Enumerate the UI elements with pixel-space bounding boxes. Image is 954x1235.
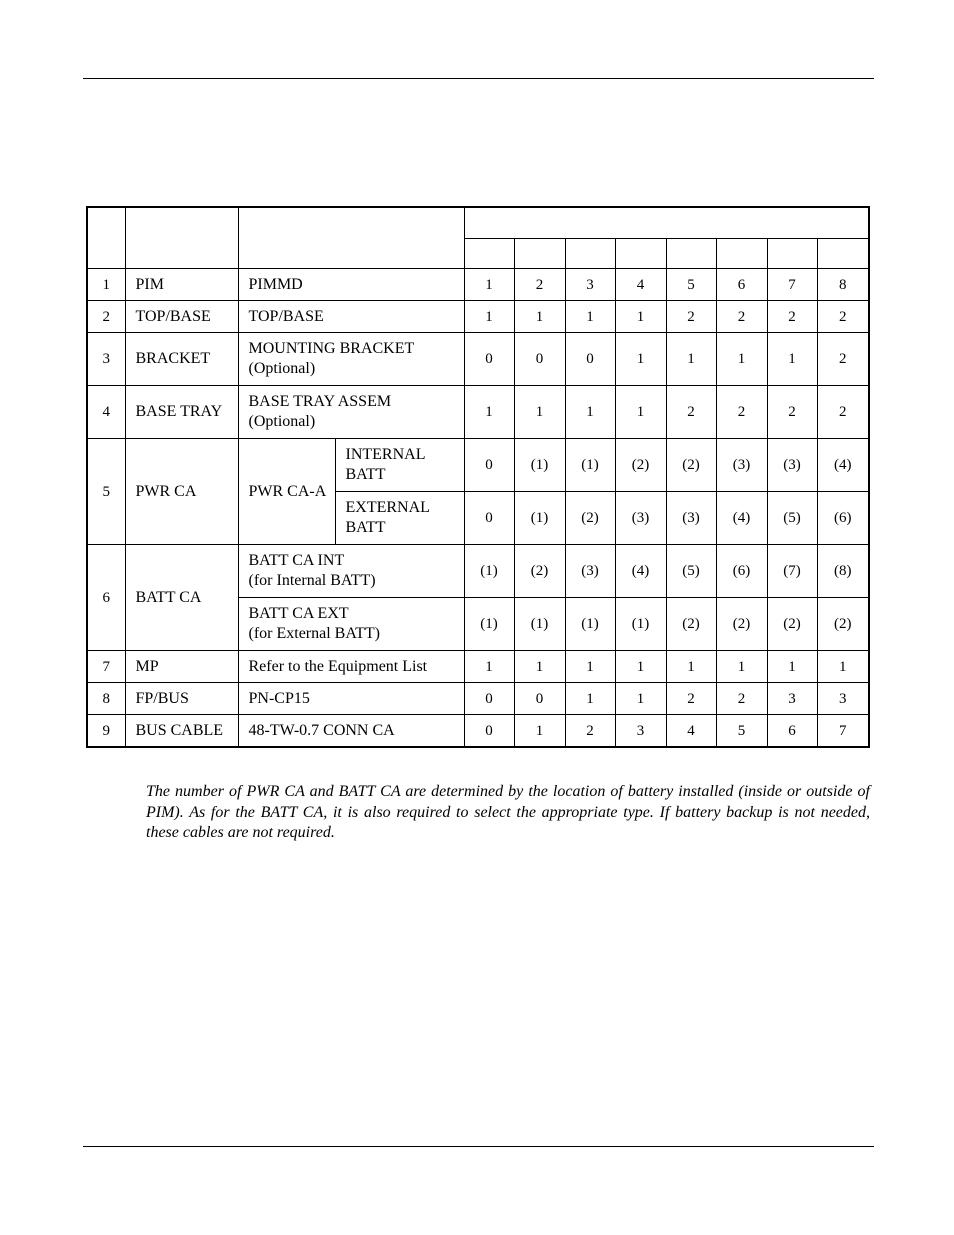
item-description: 48-TW-0.7 CONN CA — [238, 715, 464, 748]
description-line: MOUNTING BRACKET — [248, 340, 415, 357]
quantity-cell: 1 — [565, 651, 615, 683]
quantity-cell: 3 — [767, 683, 817, 715]
quantity-cell: (2) — [716, 598, 767, 651]
quantity-cell: (6) — [716, 545, 767, 598]
quantity-cell: (1) — [464, 598, 514, 651]
table-row — [87, 269, 869, 301]
sub-description — [335, 439, 464, 492]
quantity-cell: 1 — [514, 301, 565, 333]
quantity-cell: 1 — [666, 651, 716, 683]
header-cell-empty — [565, 239, 615, 269]
item-name: PWR CA — [125, 439, 238, 545]
header-cell-empty — [125, 207, 238, 269]
quantity-cell: 2 — [666, 301, 716, 333]
row-number: 9 — [87, 715, 125, 748]
quantity-cell: 1 — [514, 386, 565, 439]
quantity-cell: 2 — [716, 386, 767, 439]
quantity-cell: 0 — [464, 333, 514, 386]
quantity-cell: 1 — [767, 333, 817, 386]
quantity-cell: (4) — [817, 439, 869, 492]
quantity-cell: 3 — [565, 269, 615, 301]
quantity-cell: (5) — [767, 492, 817, 545]
quantity-cell: 2 — [817, 386, 869, 439]
quantity-cell: (3) — [767, 439, 817, 492]
item-description — [238, 545, 464, 598]
quantity-cell: (3) — [565, 545, 615, 598]
description-line: BASE TRAY ASSEM — [248, 393, 392, 410]
item-description — [238, 386, 464, 439]
description-line: INTERNAL — [345, 446, 426, 463]
quantity-cell: (2) — [615, 439, 666, 492]
quantity-cell: 1 — [666, 333, 716, 386]
quantity-cell: (2) — [565, 492, 615, 545]
description-line: (Optional) — [248, 360, 316, 377]
description-line: BATT CA EXT — [248, 605, 349, 622]
quantity-cell: 5 — [716, 715, 767, 748]
quantity-cell: 1 — [817, 651, 869, 683]
quantity-cell: 2 — [817, 333, 869, 386]
header-cell-empty — [464, 239, 514, 269]
item-description: PN-CP15 — [238, 683, 464, 715]
row-number: 3 — [87, 333, 125, 386]
table-row — [87, 386, 869, 439]
quantity-cell: 0 — [514, 683, 565, 715]
quantity-cell: 7 — [817, 715, 869, 748]
header-rule — [83, 78, 874, 79]
row-number: 4 — [87, 386, 125, 439]
description-line: BATT — [345, 519, 386, 536]
table-header-row — [87, 207, 869, 239]
quantity-cell: 0 — [464, 439, 514, 492]
quantity-cell: 4 — [666, 715, 716, 748]
quantity-cell: 4 — [615, 269, 666, 301]
description-line: EXTERNAL — [345, 499, 430, 516]
quantity-cell: (8) — [817, 545, 869, 598]
quantity-cell: 5 — [666, 269, 716, 301]
quantity-cell: 2 — [716, 683, 767, 715]
item-name: PIM — [125, 269, 238, 301]
table-note: The number of PWR CA and BATT CA are determined by the location of battery installed (inside or outside of PIM). As for the BATT CA, it is also required to select the appropriate type. If battery backup is not needed, these cables are not required. — [146, 783, 870, 841]
quantity-cell: 6 — [767, 715, 817, 748]
item-description: TOP/BASE — [238, 301, 464, 333]
quantity-cell: (1) — [514, 439, 565, 492]
quantity-cell: 0 — [514, 333, 565, 386]
description-line: (for Internal BATT) — [248, 572, 376, 589]
quantity-cell: 1 — [615, 333, 666, 386]
item-description — [238, 333, 464, 386]
quantity-cell: (2) — [666, 439, 716, 492]
quantity-cell: 2 — [817, 301, 869, 333]
row-number: 6 — [87, 545, 125, 651]
quantity-cell: (1) — [565, 439, 615, 492]
item-name: BASE TRAY — [125, 386, 238, 439]
quantity-cell: 1 — [615, 683, 666, 715]
header-cell-empty — [716, 239, 767, 269]
quantity-cell: 1 — [615, 651, 666, 683]
row-number: 1 — [87, 269, 125, 301]
quantity-cell: 2 — [767, 386, 817, 439]
item-description: PWR CA-A — [238, 439, 335, 545]
footer-rule — [83, 1146, 874, 1147]
table-row — [87, 651, 869, 683]
quantity-cell: 1 — [716, 333, 767, 386]
quantity-cell: 0 — [464, 715, 514, 748]
description-line: BATT CA INT — [248, 552, 345, 569]
description-line: BATT — [345, 466, 386, 483]
row-number: 7 — [87, 651, 125, 683]
quantity-cell: 6 — [716, 269, 767, 301]
equipment-table — [86, 206, 870, 748]
quantity-cell: 3 — [817, 683, 869, 715]
quantity-cell: (1) — [565, 598, 615, 651]
quantity-cell: 1 — [615, 301, 666, 333]
quantity-cell: (4) — [716, 492, 767, 545]
quantity-cell: 1 — [615, 386, 666, 439]
header-cell-empty — [238, 207, 464, 269]
item-description — [238, 598, 464, 651]
item-description: Refer to the Equipment List — [238, 651, 464, 683]
quantity-cell: 2 — [767, 301, 817, 333]
quantity-cell: 1 — [514, 651, 565, 683]
quantity-cell: 2 — [716, 301, 767, 333]
table-row — [87, 333, 869, 386]
row-number: 5 — [87, 439, 125, 545]
quantity-cell: 1 — [767, 651, 817, 683]
table-row — [87, 301, 869, 333]
quantity-cell: 1 — [464, 269, 514, 301]
quantity-cell: 2 — [565, 715, 615, 748]
quantity-cell: (2) — [514, 545, 565, 598]
description-line: (for External BATT) — [248, 625, 381, 642]
quantity-cell: 1 — [464, 301, 514, 333]
quantity-cell: (2) — [666, 598, 716, 651]
header-cell-empty — [817, 239, 869, 269]
quantity-cell: 0 — [565, 333, 615, 386]
header-cell-empty — [767, 239, 817, 269]
quantity-cell: (5) — [666, 545, 716, 598]
quantity-cell: 2 — [666, 386, 716, 439]
table-row — [87, 545, 869, 598]
quantity-cell: (6) — [817, 492, 869, 545]
item-name: TOP/BASE — [125, 301, 238, 333]
table-row — [87, 683, 869, 715]
quantity-cell: 0 — [464, 683, 514, 715]
quantity-cell: (3) — [615, 492, 666, 545]
row-number: 8 — [87, 683, 125, 715]
quantity-cell: 3 — [615, 715, 666, 748]
table-row — [87, 715, 869, 748]
quantity-cell: 0 — [464, 492, 514, 545]
quantity-cell: 1 — [514, 715, 565, 748]
quantity-cell: (1) — [514, 492, 565, 545]
header-cell-empty — [666, 239, 716, 269]
item-description: PIMMD — [238, 269, 464, 301]
item-name: BATT CA — [125, 545, 238, 651]
quantity-cell: (2) — [767, 598, 817, 651]
description-line: (Optional) — [248, 413, 316, 430]
item-name: BRACKET — [125, 333, 238, 386]
item-name: BUS CABLE — [125, 715, 238, 748]
quantity-cell: 1 — [565, 683, 615, 715]
header-cell-empty — [87, 207, 125, 269]
quantity-cell: 1 — [464, 651, 514, 683]
quantity-cell: (2) — [817, 598, 869, 651]
quantity-cell: 2 — [514, 269, 565, 301]
quantity-cell: (1) — [514, 598, 565, 651]
quantity-cell: 8 — [817, 269, 869, 301]
sub-description — [335, 492, 464, 545]
table-row — [87, 439, 869, 492]
header-cell-empty — [464, 207, 869, 239]
item-name: MP — [125, 651, 238, 683]
header-cell-empty — [514, 239, 565, 269]
header-cell-empty — [615, 239, 666, 269]
quantity-cell: (7) — [767, 545, 817, 598]
quantity-cell: 1 — [716, 651, 767, 683]
quantity-cell: 1 — [464, 386, 514, 439]
row-number: 2 — [87, 301, 125, 333]
quantity-cell: 1 — [565, 301, 615, 333]
quantity-cell: 7 — [767, 269, 817, 301]
quantity-cell: 1 — [565, 386, 615, 439]
quantity-cell: (4) — [615, 545, 666, 598]
item-name: FP/BUS — [125, 683, 238, 715]
quantity-cell: (1) — [464, 545, 514, 598]
quantity-cell: (1) — [615, 598, 666, 651]
quantity-cell: (3) — [716, 439, 767, 492]
quantity-cell: 2 — [666, 683, 716, 715]
quantity-cell: (3) — [666, 492, 716, 545]
